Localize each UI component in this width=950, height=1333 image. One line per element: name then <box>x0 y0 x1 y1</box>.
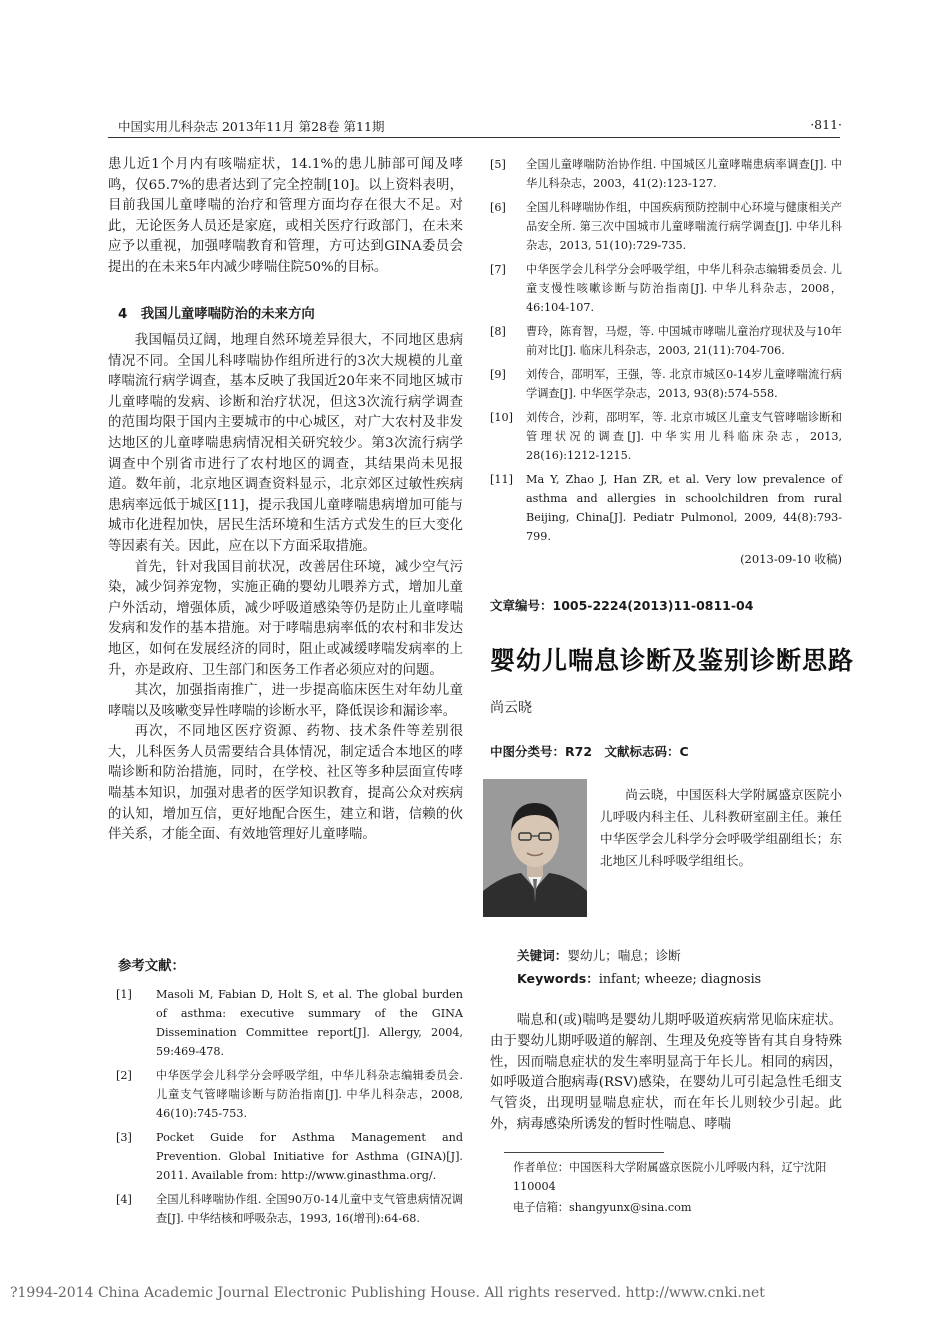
reference-number: [5] <box>490 158 506 171</box>
keywords-en-value: infant; wheeze; diagnosis <box>598 971 762 986</box>
reference-number: [11] <box>490 473 513 486</box>
page-number: ·811· <box>810 117 842 132</box>
section-body <box>108 331 463 846</box>
reference-text: 曹玲，陈育智，马煜，等. 中国城市哮喘儿童治疗现状及与10年前对比[J]. 临床儿科杂志，2003, 21(11):704-706. <box>526 325 842 357</box>
article-number: 文章编号：1005-2224(2013)11-0811-04 <box>490 598 754 613</box>
reference-number: [10] <box>490 411 513 424</box>
reference-number: [4] <box>116 1193 132 1206</box>
references-heading: 参考文献： <box>118 959 185 974</box>
reference-item <box>116 1066 463 1123</box>
reference-item <box>116 985 463 1061</box>
reference-text: Masoli M, Fabian D, Holt S, et al. The global burden of asthma: executive summary of the GINA Dissemination Committee report[J]. Allergy, 2004, 59:469-478. <box>156 988 463 1058</box>
keywords-cn <box>517 945 681 964</box>
keywords-en-label: Keywords： <box>517 971 599 986</box>
article-body: 喘息和(或)喘鸣是婴幼儿期呼吸道疾病常见临床症状。由于婴幼儿期呼吸道的解剖、生理及免疫等皆有其自身特殊性，因而喘息症状的发生率明显高于年长儿。相同的病因，如呼吸道合胞病毒(RSV)感染，在婴幼儿可引起急性毛细支气管炎，出现明显喘息症状，而在年长儿则较少引起。此外，病毒感染所诱发的暂时性喘息、哮喘 <box>490 1013 842 1132</box>
paragraph: 首先，针对我国目前状况，改善居住环境，减少空气污染，减少饲养宠物，实施正确的婴幼儿喂养方式，增加儿童户外活动，增强体质，减少呼吸道感染等仍是防止儿童哮喘发病和发作的基本措施。对于哮喘患病率低的农村和非发达地区，如何在发展经济的同时，阻止或减缓哮喘发病率的上升，亦是政府、卫生部门和医务工作者必须应对的问题。 <box>108 559 463 678</box>
paragraph: 再次，不同地区医疗资源、药物、技术条件等差别很大，儿科医务人员需要结合具体情况，制定适合本地区的哮喘诊断和防治措施，同时，在学校、社区等多种层面宣传哮喘基本知识，加强对患者的医学知识教育，提高公众对疾病的认知，增加互信，更好地配合医生，建立和谐，信赖的伙伴关系，才能全面、有效地管理好儿童哮喘。 <box>108 724 463 843</box>
reference-item <box>116 1128 463 1185</box>
classification: 中图分类号：R72 文献标志码：C <box>490 744 689 759</box>
reference-item <box>490 260 842 317</box>
author-bio: 尚云晓，中国医科大学附属盛京医院小儿呼吸内科主任、儿科教研室副主任。兼任中华医学会儿科学分会呼吸学组副组长；东北地区儿科呼吸学组组长。 <box>600 787 842 868</box>
reference-text: 中华医学会儿科学分会呼吸学组，中华儿科杂志编辑委员会. 儿童支慢性咳嗽诊断与防治指南[J]. 中华儿科杂志，2008，46:104-107. <box>526 263 842 314</box>
reference-item <box>490 198 842 255</box>
keywords-cn-label: 关键词： <box>517 948 568 963</box>
intro-paragraph: 患儿近1个月内有咳喘症状，14.1%的患儿肺部可闻及哮鸣，仅65.7%的患者达到了完全控制[10]。以上资料表明，目前我国儿童哮喘的治疗和管理方面均存在很大不足。对此，无论医务人员还是家庭，或相关医疗行政部门，在未来应予以重视，加强哮喘教育和管理，方可达到GINA委员会提出的在未来5年内减少哮喘住院50%的目标。 <box>108 157 463 275</box>
keywords-en <box>517 968 761 987</box>
reference-number: [8] <box>490 325 506 338</box>
references-list-right <box>490 155 842 551</box>
reference-item <box>490 155 842 193</box>
copyright-line: ?1994-2014 China Academic Journal Electronic Publishing House. All rights reserved. http://www.cnki.net <box>10 1285 765 1301</box>
journal-header: 中国实用儿科杂志 2013年11月 第28卷 第11期 <box>118 119 385 134</box>
received-date: (2013-09-10 收稿) <box>740 552 842 566</box>
header-rule <box>108 137 840 138</box>
reference-text: 刘传合，沙莉，邵明军，等. 北京市城区儿童支气管哮喘诊断和管理状况的调查[J]. 中华实用儿科临床杂志，2013, 28(16):1212-1215. <box>526 411 842 462</box>
reference-item <box>490 470 842 546</box>
paragraph: 我国幅员辽阔，地理自然环境差异很大，不同地区患病情况不同。全国儿科哮喘协作组所进行的3次大规模的儿童哮喘流行病学调查，基本反映了我国近20年来不同地区城市儿童哮喘的发病、诊断和治疗状况，但这3次流行病学调查的范围均限于国内主要城市的中心城区，对广大农村及非发达地区的儿童哮喘患病情况相关研究较少。第3次流行病学调查中个别省市进行了农村地区的调查，其结果尚未见报道。数年前，北京地区调查资料显示，北京郊区过敏性疾病患病率远低于城区[11]，提示我国儿童哮喘患病增加可能与城市化进程加快，居民生活环境和生活方式发生的巨大变化等因素有关。因此，应在以下方面采取措施。 <box>108 333 463 554</box>
reference-number: [9] <box>490 368 506 381</box>
reference-number: [2] <box>116 1069 132 1082</box>
footnote-email: 电子信箱：shangyunx@sina.com <box>513 1201 692 1214</box>
reference-text: 中华医学会儿科学分会呼吸学组，中华儿科杂志编辑委员会. 儿童支气管哮喘诊断与防治指南[J]. 中华儿科杂志，2008, 46(10):745-753. <box>156 1069 463 1120</box>
reference-number: [6] <box>490 201 506 214</box>
reference-text: 全国儿科哮喘协作组. 全国90万0-14儿童中支气管患病情况调查[J]. 中华结核和呼吸杂志，1993, 16(增刊):64-68. <box>156 1193 463 1225</box>
reference-item <box>490 322 842 360</box>
author-portrait-icon <box>483 779 587 917</box>
reference-number: [3] <box>116 1131 132 1144</box>
section-heading: 4 我国儿童哮喘防治的未来方向 <box>118 307 315 322</box>
references-list-left <box>116 985 463 1233</box>
author-photo <box>483 779 587 917</box>
article-title: 婴幼儿喘息诊断及鉴别诊断思路 <box>490 646 855 675</box>
reference-text: 全国儿科哮喘协作组，中国疾病预防控制中心环境与健康相关产品安全所. 第三次中国城市儿童哮喘流行病学调查[J]. 中华儿科杂志，2013, 51(10):729-735. <box>526 201 842 252</box>
reference-number: [1] <box>116 988 132 1001</box>
reference-item <box>490 408 842 465</box>
paragraph: 其次，加强指南推广，进一步提高临床医生对年幼儿童哮喘以及咳嗽变异性哮喘的诊断水平，降低误诊和漏诊率。 <box>108 683 463 719</box>
reference-text: Pocket Guide for Asthma Management and Prevention. Global Initiative for Asthma (GINA)[J]. 2011. Available from: http://www.ginasthma.org/. <box>156 1131 463 1182</box>
author-name: 尚云晓 <box>490 700 532 716</box>
reference-text: 刘传合，邵明军，王强，等. 北京市城区0-14岁儿童哮喘流行病学调查[J]. 中华医学杂志，2013, 93(8):574-558. <box>526 368 842 400</box>
reference-text: 全国儿童哮喘防治协作组. 中国城区儿童哮喘患病率调查[J]. 中华儿科杂志，2003，41(2):123-127. <box>526 158 842 190</box>
reference-number: [7] <box>490 263 506 276</box>
reference-text: Ma Y, Zhao J, Han ZR, et al. Very low prevalence of asthma and allergies in schoolchildren from rural Beijing, China[J]. Pediatr Pulmonol, 2009, 44(8):793-799. <box>526 473 842 543</box>
keywords-cn-value: 婴幼儿；喘息；诊断 <box>567 948 681 963</box>
footnote-rule <box>504 1152 664 1153</box>
reference-item <box>490 365 842 403</box>
footnote-unit: 作者单位：中国医科大学附属盛京医院小儿呼吸内科，辽宁沈阳 110004 <box>513 1161 827 1193</box>
reference-item <box>116 1190 463 1228</box>
